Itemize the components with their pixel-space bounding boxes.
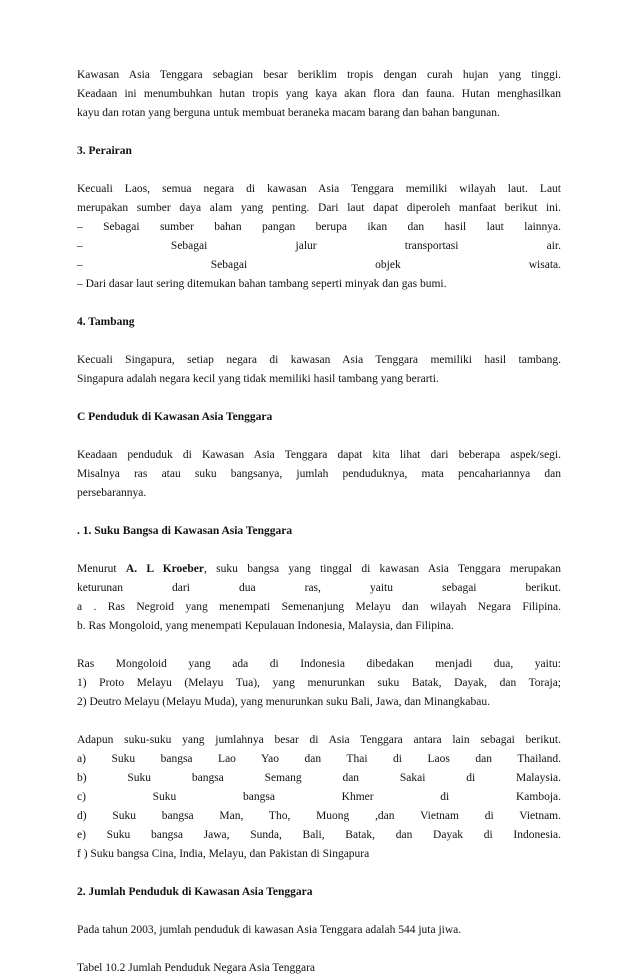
text-line: Adapun suku-suku yang jumlahnya besar di Asia Tenggara antara lain sebagai berikut. [77, 734, 561, 746]
list-item: d) Suku bangsa Man, Tho, Muong ,dan Vietnam di Vietnam. [77, 810, 561, 822]
text-line: – Sebagai jalur transportasi air. [77, 240, 561, 252]
text-fragment: , suku bangsa yang tinggal di kawasan Asia Tenggara merupakan [204, 563, 561, 575]
text-line: – Sebagai objek wisata. [77, 259, 561, 271]
text-line: 1) Proto Melayu (Melayu Tua), yang menurunkan suku Batak, Dayak, dan Toraja; [77, 677, 561, 689]
heading-perairan: 3. Perairan [77, 145, 132, 157]
text-line: Kecuali Laos, semua negara di kawasan Asia Tenggara memiliki wilayah laut. Laut [77, 183, 561, 195]
text-line: Keadaan ini menumbuhkan hutan tropis yang kaya akan flora dan fauna. Hutan menghasilkan [77, 88, 561, 100]
text-line: a . Ras Negroid yang menempati Semenanjung Melayu dan wilayah Negara Filipina. [77, 601, 561, 613]
text-fragment: Menurut [77, 563, 117, 575]
list-item: f ) Suku bangsa Cina, India, Melayu, dan Pakistan di Singapura [77, 848, 370, 860]
list-item: a) Suku bangsa Lao Yao dan Thai di Laos dan Thailand. [77, 753, 561, 765]
heading-suku-bangsa: . 1. Suku Bangsa di Kawasan Asia Tenggara [77, 525, 293, 537]
text-line: Singapura adalah negara kecil yang tidak memiliki hasil tambang yang berarti. [77, 373, 439, 385]
author-name: A. L Kroeber [125, 563, 205, 575]
paragraph-penduduk [77, 446, 561, 503]
text-line: b. Ras Mongoloid, yang menempati Kepulauan Indonesia, Malaysia, dan Filipina. [77, 620, 454, 632]
text-line: Ras Mongoloid yang ada di Indonesia dibedakan menjadi dua, yaitu: [77, 658, 561, 670]
heading-tambang: 4. Tambang [77, 316, 135, 328]
text-line: Pada tahun 2003, jumlah penduduk di kawasan Asia Tenggara adalah 544 juta jiwa. [77, 924, 462, 936]
paragraph-climate [77, 66, 561, 123]
paragraph-perairan [77, 180, 561, 294]
paragraph-mongoloid [77, 655, 561, 712]
text-line: persebarannya. [77, 487, 147, 499]
paragraph-suku-list [77, 731, 561, 864]
list-item: c) Suku bangsa Khmer di Kamboja. [77, 791, 561, 803]
list-item: b) Suku bangsa Semang dan Sakai di Malaysia. [77, 772, 561, 784]
text-line: Keadaan penduduk di Kawasan Asia Tenggara dapat kita lihat dari beberapa aspek/segi. [77, 449, 561, 461]
text-line: kayu dan rotan yang berguna untuk membuat beraneka macam barang dan bahan bangunan. [77, 107, 500, 119]
paragraph-jumlah [77, 921, 561, 940]
list-item: e) Suku bangsa Jawa, Sunda, Bali, Batak, dan Dayak di Indonesia. [77, 829, 561, 841]
text-line: Misalnya ras atau suku bangsanya, jumlah penduduknya, mata pencahariannya dan [77, 468, 561, 480]
text-line: merupakan sumber daya alam yang penting. Dari laut dapat diperoleh manfaat berikut ini. [77, 202, 561, 214]
text-line: – Sebagai sumber bahan pangan berupa ikan dan hasil laut lainnya. [77, 221, 561, 233]
text-line: keturunan dari dua ras, yaitu sebagai berikut. [77, 582, 561, 594]
heading-jumlah-penduduk: 2. Jumlah Penduduk di Kawasan Asia Tenggara [77, 886, 313, 898]
table-caption: Tabel 10.2 Jumlah Penduduk Negara Asia Tenggara [77, 962, 316, 974]
paragraph-kroeber [77, 560, 561, 636]
text-line: Kawasan Asia Tenggara sebagian besar beriklim tropis dengan curah hujan yang tinggi. [77, 69, 561, 81]
text-line [77, 560, 561, 579]
text-line: Kecuali Singapura, setiap negara di kawasan Asia Tenggara memiliki hasil tambang. [77, 354, 561, 366]
text-line: – Dari dasar laut sering ditemukan bahan tambang seperti minyak dan gas bumi. [77, 278, 447, 290]
table-caption-block [77, 959, 561, 978]
text-line: 2) Deutro Melayu (Melayu Muda), yang menurunkan suku Bali, Jawa, dan Minangkabau. [77, 696, 490, 708]
paragraph-tambang [77, 351, 561, 389]
heading-penduduk: C Penduduk di Kawasan Asia Tenggara [77, 411, 273, 423]
